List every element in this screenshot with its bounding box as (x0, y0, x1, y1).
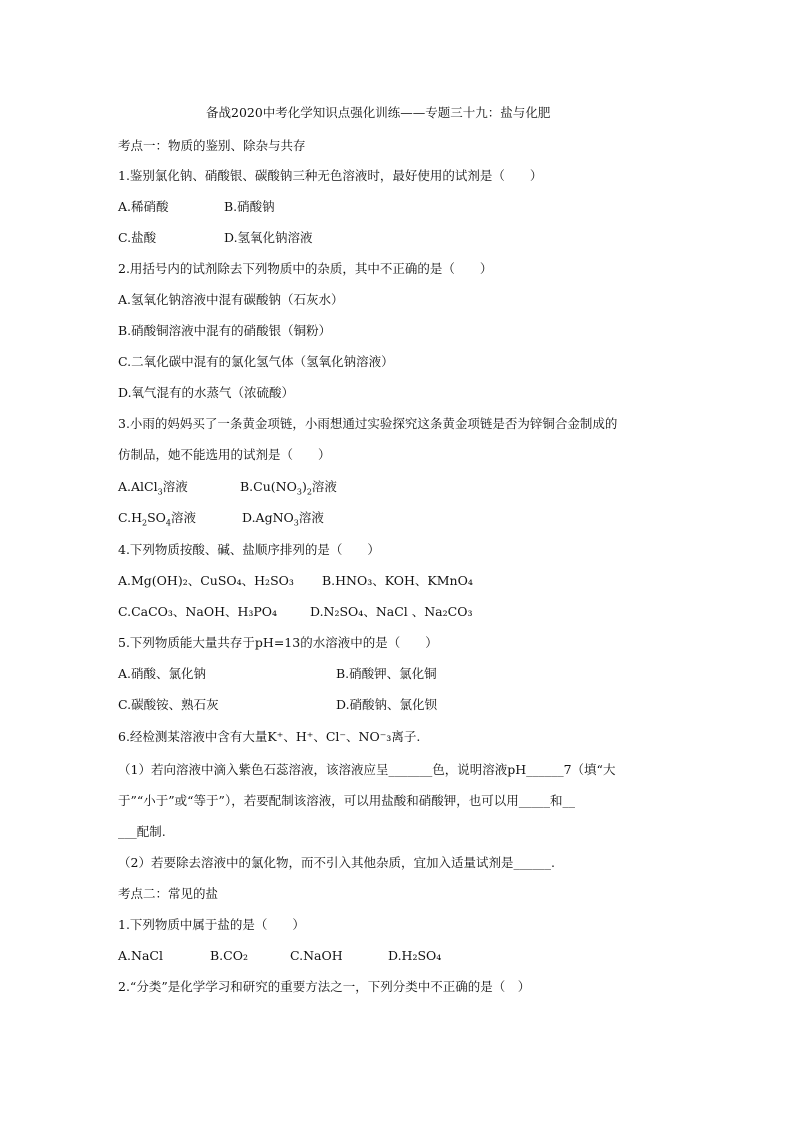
option-b: B.CO₂ (210, 948, 248, 963)
sub-question-1-line-2: 于”“小于”或“等于”），若要配制该溶液，可以用盐酸和硝酸钾，也可以用_____和__ (118, 793, 575, 808)
option-c: $C.H_2SO_4$溶液 (118, 510, 197, 528)
option-c: C.盐酸 (118, 230, 157, 245)
sub-question-2: （2）若要除去溶液中的氯化物，而不引入其他杂质，宜加入适量试剂是______. (118, 855, 555, 870)
option-d: D.AgNO$_3$溶液 (242, 510, 324, 528)
option-a: A.稀硝酸 (118, 199, 169, 214)
option-a: A.氢氧化钠溶液中混有碳酸钠（石灰水） (118, 292, 344, 307)
question-stem-line-1: 3.小雨的妈妈买了一条黄金项链，小雨想通过实验探究这条黄金项链是否为锌铜合金制成的 (118, 416, 618, 431)
option-d: D.氢氧化钠溶液 (224, 230, 313, 245)
option-d: D.N₂SO₄、NaCl 、Na₂CO₃ (310, 604, 473, 619)
question-stem: 1.下列物质中属于盐的是（ ） (118, 917, 305, 932)
question-stem: 2.“分类”是化学学习和研究的重要方法之一，下列分类中不正确的是（ ） (118, 979, 531, 994)
option-d: D.H₂SO₄ (388, 948, 442, 963)
option-a: A.硝酸、氯化钠 (118, 666, 207, 681)
option-c: C.二氧化碳中混有的氯化氢气体（氢氧化钠溶液） (118, 354, 394, 369)
option-b: B.硝酸钾、氯化铜 (336, 666, 437, 681)
option-b: B.硝酸铜溶液中混有的硝酸银（铜粉） (118, 323, 332, 338)
question-stem: 2.用括号内的试剂除去下列物质中的杂质，其中不正确的是（ ） (118, 261, 493, 276)
document-title: 备战2020中考化学知识点强化训练——专题三十九：盐与化肥 (206, 105, 551, 120)
option-b: $B.Cu(NO_3)_2$溶液 (240, 479, 337, 497)
question-stem: 6.经检测某溶液中含有大量K⁺、H⁺、Cl⁻、NO⁻₃离子. (118, 729, 421, 744)
option-a: A.AlCl$_3$溶液 (118, 479, 188, 497)
option-a: A.Mg(OH)₂、CuSO₄、H₂SO₃ (118, 573, 294, 588)
question-stem: 1.鉴别氯化钠、硝酸银、碳酸钠三种无色溶液时，最好使用的试剂是（ ） (118, 168, 543, 183)
option-b: B.HNO₃、KOH、KMnO₄ (322, 573, 473, 588)
option-b: B.硝酸钠 (224, 199, 275, 214)
option-c: C.CaCO₃、NaOH、H₃PO₄ (118, 604, 278, 619)
question-stem-line-2: 仿制品，她不能选用的试剂是（ ） (118, 447, 331, 462)
section-heading: 考点二：常见的盐 (118, 886, 219, 901)
question-stem: 4.下列物质按酸、碱、盐顺序排列的是（ ） (118, 542, 380, 557)
sub-question-1-line-3: ___配制. (118, 824, 166, 839)
sub-question-1-line-1: （1）若向溶液中滴入紫色石蕊溶液，该溶液应呈_______色，说明溶液pH______7（填“大 (118, 762, 616, 777)
option-c: C.NaOH (290, 948, 343, 963)
option-d: D.硝酸钠、氯化钡 (336, 697, 438, 712)
option-a: A.NaCl (118, 948, 163, 963)
option-c: C.碳酸铵、熟石灰 (118, 697, 219, 712)
question-stem: 5.下列物质能大量共存于pH=13的水溶液中的是（ ） (118, 635, 438, 650)
section-heading: 考点一：物质的鉴别、除杂与共存 (118, 138, 306, 153)
option-d: D.氧气混有的水蒸气（浓硫酸） (118, 385, 295, 400)
